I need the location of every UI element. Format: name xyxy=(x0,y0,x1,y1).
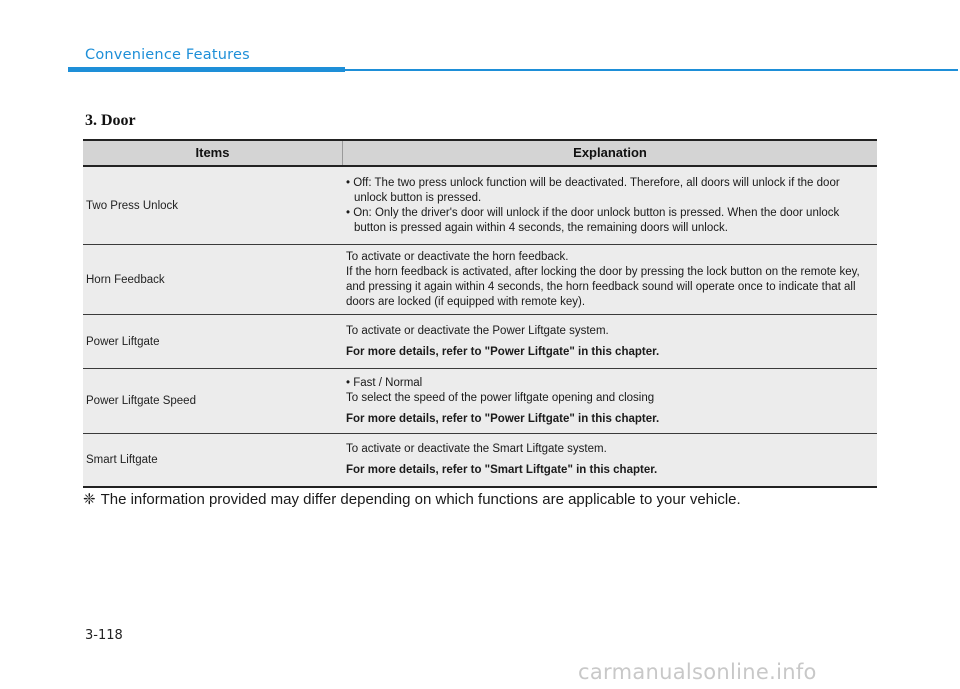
explanation-bullet: • Off: The two press unlock function will be deactivated. Therefore, all doors will unlock if the door unlock button is pressed. xyxy=(346,177,840,204)
note-symbol-icon: ❈ xyxy=(83,491,96,508)
explanation-line: To activate or deactivate the Power Liftgate system. xyxy=(346,325,609,337)
explanation-line: To activate or deactivate the horn feedback. xyxy=(346,251,569,263)
page-number: 3-118 xyxy=(85,628,123,643)
column-header-explanation: Explanation xyxy=(342,141,877,165)
row-item-label: Power Liftgate xyxy=(86,335,160,348)
row-item-label: Two Press Unlock xyxy=(86,199,179,212)
header-rule-thin xyxy=(345,69,958,71)
table-row xyxy=(83,167,877,244)
table-row xyxy=(83,314,877,368)
explanation-line: To activate or deactivate the Smart Liftgate system. xyxy=(346,443,607,455)
row-explanation xyxy=(342,434,877,486)
explanation-line: To select the speed of the power liftgate opening and closing xyxy=(346,392,655,404)
row-explanation xyxy=(342,369,877,433)
explanation-line: If the horn feedback is activated, after locking the door by pressing the lock button on the remote key, and pressing it again within 4 seconds, the horn feedback sound will operate once to indicate that all doors are locked (if equipped with remote key). xyxy=(346,266,860,308)
subsection-title: 3. Door xyxy=(85,112,136,129)
row-explanation xyxy=(342,245,877,314)
row-item-label: Power Liftgate Speed xyxy=(86,395,196,407)
column-header-items: Items xyxy=(195,145,230,160)
section-header: Convenience Features xyxy=(85,47,250,63)
explanation-bullet: • Fast / Normal xyxy=(346,377,423,389)
explanation-reference: For more details, refer to "Smart Liftgate" in this chapter. xyxy=(346,464,658,476)
row-item-label: Horn Feedback xyxy=(86,273,165,286)
header-rule-thick xyxy=(68,67,345,72)
table-row xyxy=(83,368,877,433)
row-item-label: Smart Liftgate xyxy=(86,454,158,466)
row-explanation xyxy=(342,315,877,368)
row-explanation xyxy=(342,167,877,244)
explanation-bullet: • On: Only the driver's door will unlock if the door unlock button is pressed. When the door unlock button is pressed again within 4 seconds, the remaining doors will unlock. xyxy=(346,207,840,234)
applicability-note xyxy=(83,490,741,508)
table-row xyxy=(83,433,877,486)
explanation-reference: For more details, refer to "Power Liftgate" in this chapter. xyxy=(346,346,660,358)
explanation-reference: For more details, refer to "Power Liftgate" in this chapter. xyxy=(346,413,660,425)
note-text: The information provided may differ depending on which functions are applicable to your vehicle. xyxy=(100,491,741,508)
table-row xyxy=(83,244,877,314)
watermark: carmanualsonline.info xyxy=(578,660,817,684)
table-header xyxy=(83,141,877,167)
door-settings-table xyxy=(83,139,877,488)
